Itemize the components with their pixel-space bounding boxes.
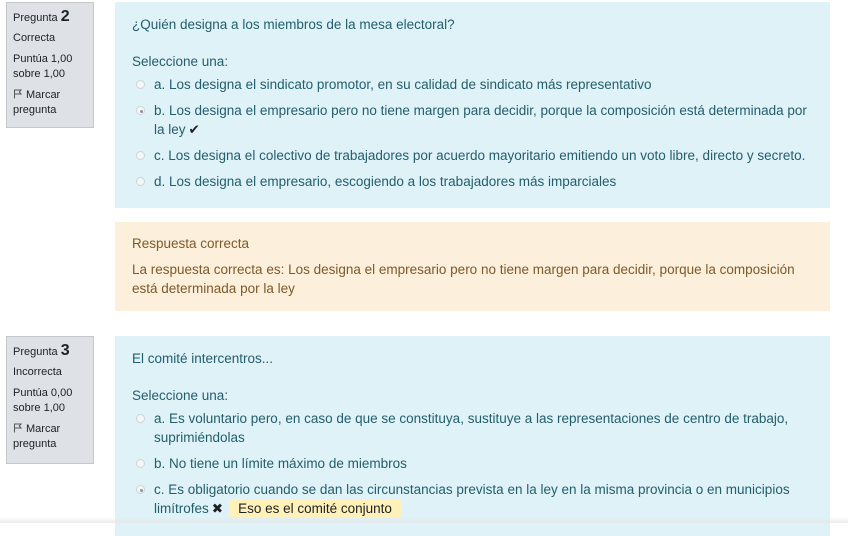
outcome-title: Respuesta correcta xyxy=(132,236,250,251)
answer-option-b[interactable] xyxy=(132,454,813,473)
answer-option-c[interactable] xyxy=(132,480,813,518)
radio-button[interactable] xyxy=(136,80,145,89)
question-state: Correcta xyxy=(13,32,56,44)
answer-prompt: Seleccione una: xyxy=(132,54,229,69)
option-label: d. Los designa el empresario, escogiendo a los trabajadores más imparciales xyxy=(154,174,617,189)
question-info-2 xyxy=(6,2,94,128)
radio-button[interactable] xyxy=(136,106,145,115)
question-text: ¿Quién designa a los miembros de la mesa electoral? xyxy=(132,17,455,32)
question-number: Pregunta 3 xyxy=(13,342,70,359)
question-number: Pregunta 2 xyxy=(13,8,70,25)
option-label: c. Es obligatorio cuando se dan las circunstancias prevista en la ley en la misma provincia o en municipios limítrofes xyxy=(154,482,790,516)
question-grade: Puntúa 0,00 sobre 1,00 xyxy=(13,387,73,414)
answer-option-a[interactable] xyxy=(132,75,813,94)
question-info-3 xyxy=(6,336,94,464)
radio-button[interactable] xyxy=(136,414,145,423)
flag-icon xyxy=(13,89,23,99)
flag-icon xyxy=(13,423,23,433)
check-icon: ✔ xyxy=(188,122,200,137)
specific-feedback: Eso es el comité conjunto xyxy=(229,500,401,517)
radio-button[interactable] xyxy=(136,485,145,494)
radio-button[interactable] xyxy=(136,459,145,468)
option-label: b. Los designa el empresario pero no tiene margen para decidir, porque la composición está determinada por la ley xyxy=(154,103,807,137)
question-outcome-2 xyxy=(115,222,830,311)
answer-option-a[interactable] xyxy=(132,409,813,447)
question-content-3 xyxy=(115,336,830,536)
flag-label: Marcar pregunta xyxy=(13,89,61,116)
flag-question-button[interactable] xyxy=(13,88,93,118)
flag-label: Marcar pregunta xyxy=(13,423,61,450)
option-label: c. Los designa el colectivo de trabajadores por acuerdo mayoritario emitiendo un voto libre, directo y secreto. xyxy=(154,148,806,163)
question-state: Incorrecta xyxy=(13,366,62,378)
answer-option-b[interactable] xyxy=(132,101,813,139)
question-content-2 xyxy=(115,2,830,208)
question-grade: Puntúa 1,00 sobre 1,00 xyxy=(13,53,73,80)
answer-option-d[interactable] xyxy=(132,172,813,191)
answer-prompt: Seleccione una: xyxy=(132,388,229,403)
radio-button[interactable] xyxy=(136,177,145,186)
option-label: a. Es voluntario pero, en caso de que se constituya, sustituye a las representaciones de centro de trabajo, suprimiéndolas xyxy=(154,411,789,445)
option-label: b. No tiene un límite máximo de miembros xyxy=(154,456,407,471)
answer-option-c[interactable] xyxy=(132,146,813,165)
option-label: a. Los designa el sindicato promotor, en su calidad de sindicato más representativo xyxy=(154,77,652,92)
question-text: El comité intercentros... xyxy=(132,351,274,366)
flag-question-button[interactable] xyxy=(13,422,93,452)
radio-button[interactable] xyxy=(136,151,145,160)
right-answer-text: La respuesta correcta es: Los designa el empresario pero no tiene margen para decidir, porque la composición está determinada por la ley xyxy=(132,262,795,296)
cross-icon: ✖ xyxy=(211,501,224,516)
bottom-shadow xyxy=(0,517,848,523)
